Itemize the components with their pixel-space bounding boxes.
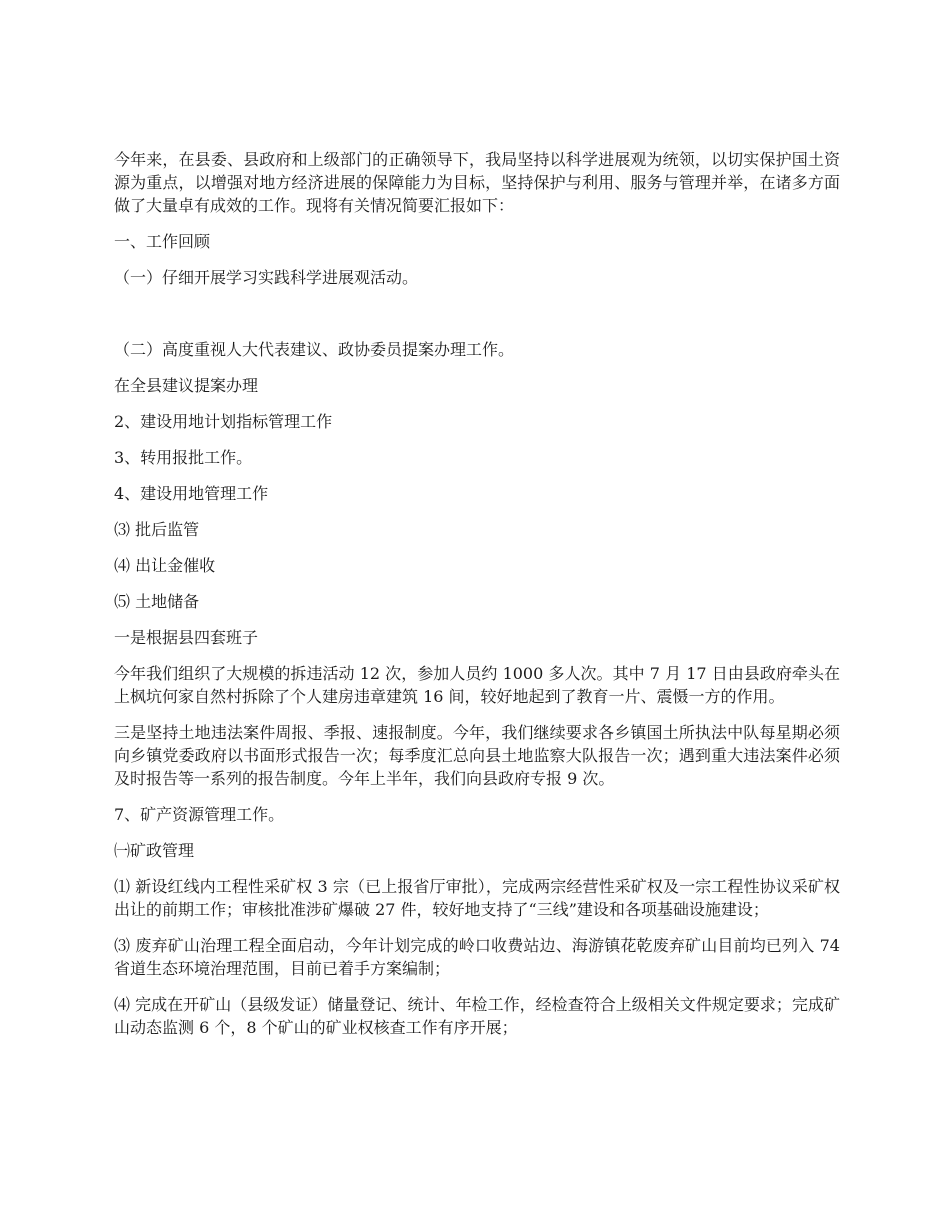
item-land-reserve: ⑸ 土地储备 (114, 592, 200, 611)
subheading-proposals: （二）高度重视人大代表建议、政协委员提案办理工作。 (114, 340, 515, 359)
item-post-approval-supervision: ⑶ 批后监管 (114, 520, 200, 539)
item-construction-land-management: 4、建设用地管理工作 (114, 484, 269, 503)
subheading-study-practice: （一）仔细开展学习实践科学进展观活动。 (114, 268, 419, 287)
intro-paragraph: 今年来，在县委、县政府和上级部门的正确领导下，我局坚持以科学进展观为统领，以切实保护国土资源为重点，以增强对地方经济进展的保障能力为目标，坚持保护与利用、服务与管理并举，在诸多方面做了大量卓有成效的工作。现将有关情况简要汇报如下： (114, 150, 840, 215)
item-conversion-approval: 3、转用报批工作。 (114, 448, 253, 467)
paragraph-county-leadership: 一是根据县四套班子 (114, 628, 259, 647)
section-heading-work-review: 一、工作回顾 (114, 232, 211, 251)
document-body (114, 148, 840, 1052)
item-mineral-resources: 7、矿产资源管理工作。 (114, 805, 285, 824)
paragraph-mining-rights: ⑴ 新设红线内工程性采矿权 3 宗（已上报省厅审批），完成两宗经营性采矿权及一宗工程性协议采矿权出让的前期工作；审核批准涉矿爆破 27 件，较好地支持了“三线”建设和各项基础设施建设； (114, 877, 840, 919)
item-land-plan-indicators: 2、建设用地计划指标管理工作 (114, 412, 333, 431)
paragraph-reporting-system: 三是坚持土地违法案件周报、季报、速报制度。今年，我们继续要求各乡镇国土所执法中队每星期必须向乡镇党委政府以书面形式报告一次；每季度汇总向县土地监察大队报告一次；遇到重大违法案件必须及时报告等一系列的报告制度。今年上半年，我们向县政府专报 9 次。 (114, 723, 840, 788)
paragraph-proposal-handling: 在全县建议提案办理 (114, 376, 259, 395)
item-transfer-fee-collection: ⑷ 出让金催收 (114, 556, 216, 575)
paragraph-demolition: 今年我们组织了大规模的拆违活动 12 次，参加人员约 1000 多人次。其中 7 月 17 日由县政府牵头在上枫坑何家自然村拆除了个人建房违章建筑 16 间，较好地起到了教育一片、震慑一方的作用。 (114, 664, 840, 706)
subheading-mining-administration: ㈠矿政管理 (114, 841, 195, 860)
paragraph-abandoned-mines: ⑶ 废弃矿山治理工程全面启动，今年计划完成的岭口收费站边、海游镇花乾废弃矿山目前均已列入 74 省道生态环境治理范围，目前已着手方案编制； (114, 936, 840, 978)
blank-gap (114, 302, 840, 338)
paragraph-reserve-registration: ⑷ 完成在开矿山（县级发证）储量登记、统计、年检工作，经检查符合上级相关文件规定要求；完成矿山动态监测 6 个，8 个矿山的矿业权核查工作有序开展； (114, 995, 840, 1037)
